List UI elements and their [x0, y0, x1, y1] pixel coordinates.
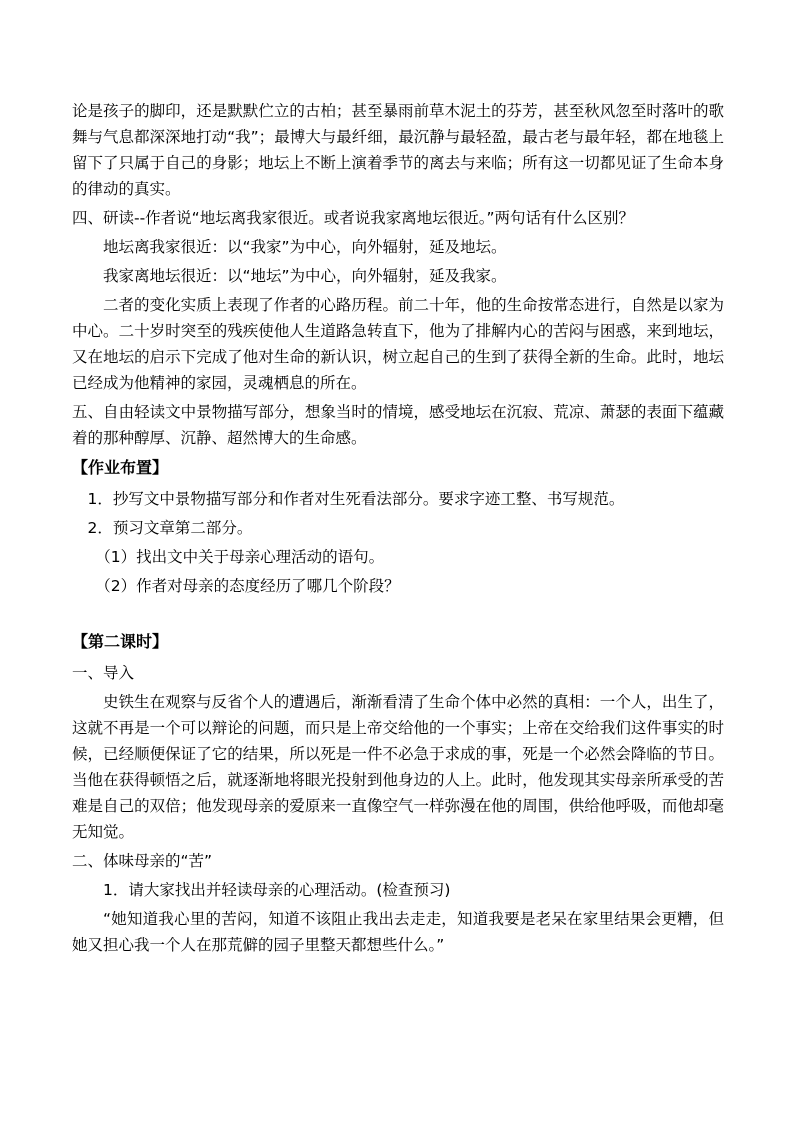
- intro-paragraph: 史铁生在观察与反省个人的遭遇后，渐渐看清了生命个体中必然的真相：一个人，出生了，这就不再是一个可以辩论的问题，而只是上帝交给他的一个事实；上帝在交给我们这件事实的时候，已经顺便保证了它的结果，所以死是一件不必急于求成的事，死是一个必然会降临的节日。当他在获得顿悟之后，就逐渐地将眼光投射到他身边的人上。此时，他发现其实母亲所承受的苦难是自己的双倍；他发现母亲的爱原来一直像空气一样弥漫在他的周围，供给他呼吸，而他却毫无知觉。: [72, 693, 724, 841]
- mother-quote: “她知道我心里的苦闷，知道不该阻止我出去走走，知道我要是老呆在家里结果会更糟，但她又担心我一个人在那荒僻的园子里整天都想些什么。”: [72, 910, 724, 954]
- paragraph-continuation: 论是孩子的脚印，还是默默伫立的古柏；甚至暴雨前草木泥土的芬芳，甚至秋风忽至时落叶的歌舞与气息都深深地打动“我”；最博大与最纤细，最沉静与最轻盈，最古老与最年轻，都在地毯上留下了只属于自己的身影；地坛上不断上演着季节的离去与来临；所有这一切都见证了生命本身的律动的真实。: [72, 102, 724, 198]
- section-gap: [72, 602, 724, 628]
- answer-explanation: 二者的变化实质上表现了作者的心路历程。前二十年，他的生命按常态进行，自然是以家为中心。二十岁时突至的残疾使他人生道路急转直下，他为了排解内心的苦闷与困惑，来到地坛，又在地坛的启示下完成了他对生命的新认识，树立起自己的生到了获得全新的生命。此时，地坛已经成为他精神的家园，灵魂栖息的所在。: [72, 296, 724, 392]
- question-four: 四、研读--作者说“地坛离我家很近。或者说我家离地坛很近。”两句话有什么区别？: [72, 209, 634, 227]
- answer-line-1: 地坛离我家很近：以“我家”为中心，向外辐射，延及地坛。: [103, 238, 507, 256]
- section-two-title: 二、体味母亲的“苦”: [72, 852, 213, 870]
- homework-heading: 【作业布置】: [72, 458, 169, 477]
- homework-item-1: 1．抄写文中景物描写部分和作者对生死看法部分。要求字迹工整、书写规范。: [87, 490, 625, 508]
- lesson-two-heading: 【第二课时】: [72, 632, 169, 651]
- homework-subitem-1: （1）找出文中关于母亲心理活动的语句。: [95, 548, 385, 566]
- task-one: 1．请大家找出并轻读母亲的心理活动。(检查预习): [103, 881, 451, 899]
- section-intro-title: 一、导入: [72, 664, 135, 682]
- answer-line-2: 我家离地坛很近：以“地坛”为中心，向外辐射，延及我家。: [103, 267, 507, 285]
- homework-item-2: 2．预习文章第二部分。: [87, 519, 253, 537]
- question-five: 五、自由轻读文中景物描写部分，想象当时的情境，感受地坛在沉寂、荒凉、萧瑟的表面下蕴藏着的那种醇厚、沉静、超然博大的生命感。: [72, 403, 724, 447]
- document-page: [72, 98, 724, 961]
- homework-subitem-2: （2）作者对母亲的态度经历了哪几个阶段？: [95, 577, 400, 595]
